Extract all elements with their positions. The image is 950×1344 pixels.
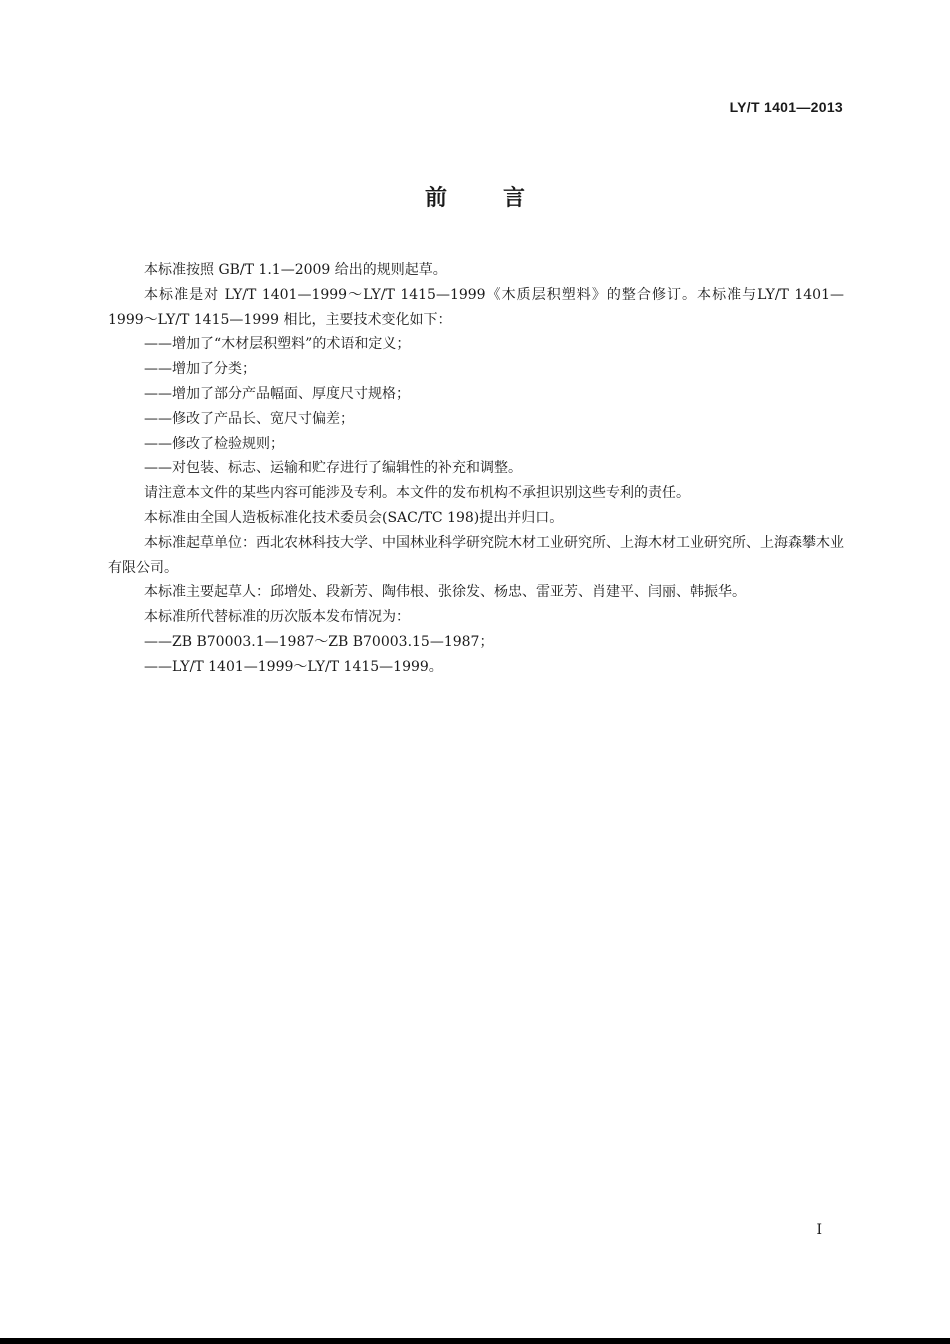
foreword-body: [108, 258, 844, 680]
page-title: [0, 181, 950, 212]
page-number: I: [816, 1222, 822, 1238]
paragraph-drafting-rules: 本标准按照 GB/T 1.1—2009 给出的规则起草。: [144, 262, 447, 278]
change-item: ——修改了检验规则；: [144, 435, 284, 452]
change-item: ——修改了产品长、宽尺寸偏差；: [144, 410, 354, 427]
history-item: ——LY/T 1401—1999～LY/T 1415—1999。: [144, 658, 443, 675]
title-char-1: 前: [424, 186, 447, 211]
paragraph-patent-notice: 请注意本文件的某些内容可能涉及专利。本文件的发布机构不承担识别这些专利的责任。: [144, 485, 690, 502]
document-code: LY/T 1401—2013: [729, 99, 843, 115]
change-item: ——对包装、标志、运输和贮存进行了编辑性的补充和调整。: [144, 460, 522, 477]
bottom-border: [0, 1338, 950, 1344]
paragraph-revision-summary: 本标准是对 LY/T 1401—1999～LY/T 1415—1999《木质层积塑料》的整合修订。本标准与LY/T 1401—1999～LY/T 1415—1999 相比，主要技术变化如下：: [108, 286, 844, 328]
change-item: ——增加了“木材层积塑料”的术语和定义；: [144, 336, 411, 353]
paragraph-history-intro: 本标准所代替标准的历次版本发布情况为：: [144, 609, 410, 626]
paragraph-proposer: 本标准由全国人造板标准化技术委员会(SAC/TC 198)提出并归口。: [144, 509, 564, 526]
history-item: ——ZB B70003.1—1987～ZB B70003.15—1987；: [144, 633, 494, 650]
title-char-2: 言: [503, 186, 526, 211]
change-item: ——增加了分类；: [144, 361, 256, 378]
change-item: ——增加了部分产品幅面、厚度尺寸规格；: [144, 385, 410, 402]
paragraph-drafting-units: 本标准起草单位：西北农林科技大学、中国林业科学研究院木材工业研究所、上海木材工业研究所、上海森攀木业有限公司。: [108, 534, 844, 576]
paragraph-drafters: 本标准主要起草人：邱增处、段新芳、陶伟根、张徐发、杨忠、雷亚芳、肖建平、闫丽、韩振华。: [144, 584, 746, 601]
